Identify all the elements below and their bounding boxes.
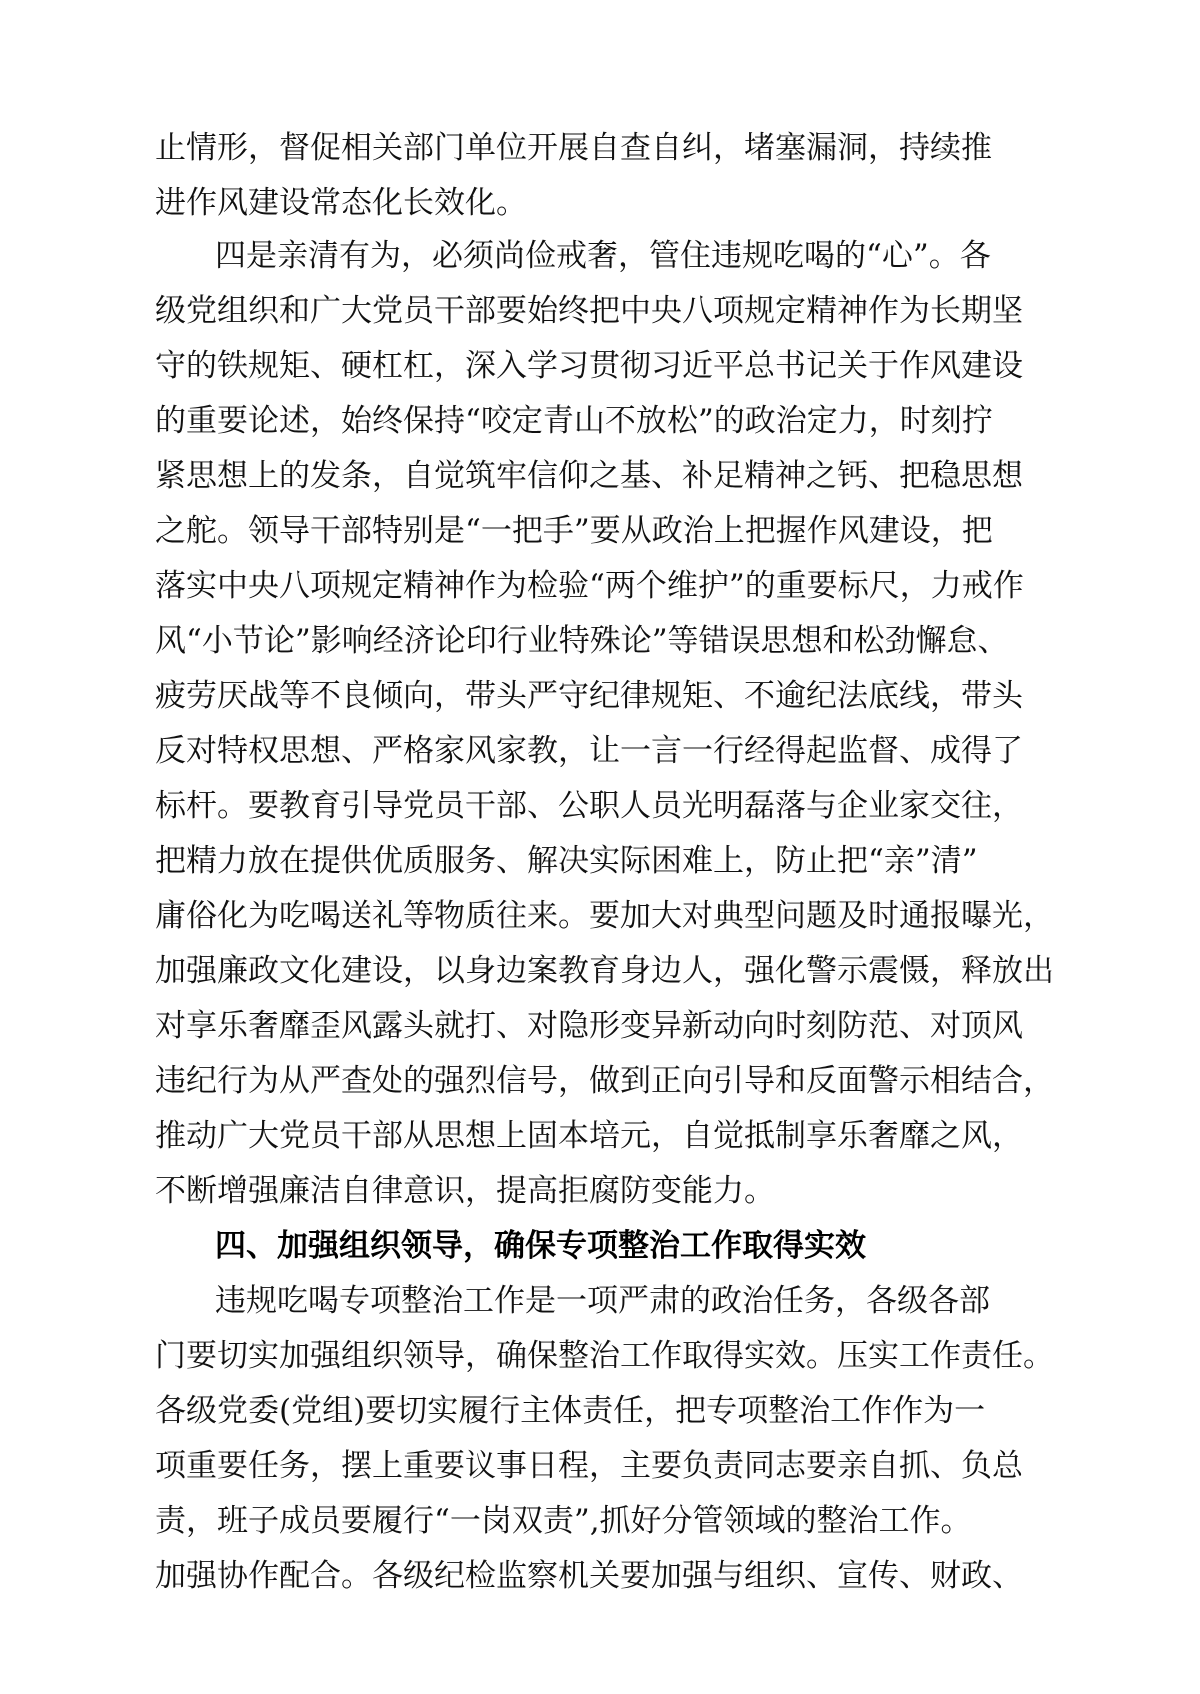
text-line: 庸俗化为吃喝送礼等物质往来。要加大对典型问题及时通报曝光，: [155, 898, 1054, 934]
paragraph-start-line: 违规吃喝专项整治工作是一项严肃的政治任务，各级各部: [215, 1283, 990, 1319]
paragraph-start-line: 四是亲清有为，必须尚俭戒奢，管住违规吃喝的“心”。各: [215, 238, 991, 274]
text-line: 紧思想上的发条，自觉筑牢信仰之基、补足精神之钙、把稳思想: [155, 458, 1023, 494]
text-line: 推动广大党员干部从思想上固本培元，自觉抵制享乐奢靡之风，: [155, 1118, 1023, 1154]
text-line: 加强廉政文化建设，以身边案教育身边人，强化警示震慑，释放出: [155, 953, 1054, 989]
section-heading: 四、加强组织领导，确保专项整治工作取得实效: [215, 1228, 866, 1264]
text-line: 级党组织和广大党员干部要始终把中央八项规定精神作为长期坚: [155, 293, 1023, 329]
text-line: 守的铁规矩、硬杠杠，深入学习贯彻习近平总书记关于作风建设: [155, 348, 1023, 384]
text-line: 反对特权思想、严格家风家教，让一言一行经得起监督、成得了: [155, 733, 1023, 769]
text-line: 加强协作配合。各级纪检监察机关要加强与组织、宣传、财政、: [155, 1558, 1023, 1594]
text-line: 标杆。要教育引导党员干部、公职人员光明磊落与企业家交往，: [155, 788, 1023, 824]
text-line: 的重要论述，始终保持“咬定青山不放松”的政治定力，时刻拧: [155, 403, 993, 439]
text-line: 止情形，督促相关部门单位开展自查自纠，堵塞漏洞，持续推: [155, 130, 992, 166]
text-line: 把精力放在提供优质服务、解决实际困难上，防止把“亲”清”: [155, 843, 978, 879]
text-line: 对享乐奢靡歪风露头就打、对隐形变异新动向时刻防范、对顶风: [155, 1008, 1023, 1044]
text-line: 各级党委(党组)要切实履行主体责任，把专项整治工作作为一: [155, 1393, 986, 1429]
text-line: 风“小节论”影响经济论印行业特殊论”等错误思想和松劲懈怠、: [155, 623, 1009, 659]
text-line: 落实中央八项规定精神作为检验“两个维护”的重要标尺，力戒作: [155, 568, 1024, 604]
text-line: 违纪行为从严查处的强烈信号，做到正向引导和反面警示相结合，: [155, 1063, 1054, 1099]
text-line: 责，班子成员要履行“一岗双责”,抓好分管领域的整治工作。: [155, 1503, 972, 1539]
text-line: 进作风建设常态化长效化。: [155, 185, 527, 221]
text-line: 不断增强廉洁自律意识，提高拒腐防变能力。: [155, 1173, 775, 1209]
text-line: 疲劳厌战等不良倾向，带头严守纪律规矩、不逾纪法底线，带头: [155, 678, 1023, 714]
text-line: 之舵。领导干部特别是“一把手”要从政治上把握作风建设，把: [155, 513, 993, 549]
text-line: 门要切实加强组织领导，确保整治工作取得实效。压实工作责任。: [155, 1338, 1054, 1374]
text-line: 项重要任务，摆上重要议事日程，主要负责同志要亲自抓、负总: [155, 1448, 1023, 1484]
